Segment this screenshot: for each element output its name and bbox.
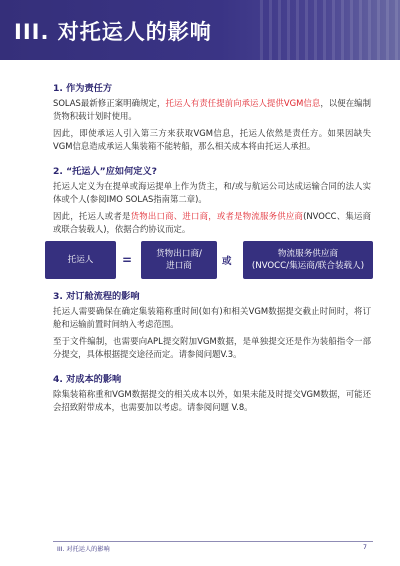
or-label: 或 — [222, 256, 232, 267]
paragraph: 因此，即使承运人引入第三方来获取VGM信息，托运人依然是责任方。如果因缺失VGM信息造成承运人集装箱不能转船，那么相关成本将由托运人承担。 — [53, 128, 371, 151]
logistics-provider-box — [243, 241, 373, 279]
box-label: 托运人 — [67, 255, 94, 265]
highlighted-text: 托运人有责任提前向承运人提供VGM信息 — [165, 98, 321, 108]
page-title: III. 对托运人的影响 — [14, 20, 212, 44]
equals-sign: = — [122, 253, 133, 267]
text-span: SOLAS最新修正案明确规定， — [53, 98, 166, 108]
text-span: ，以便在编制货物积载计划时使用。 — [53, 98, 372, 121]
header-banner — [0, 0, 400, 60]
exporter-importer-box — [141, 241, 217, 279]
main-content — [53, 83, 371, 418]
paragraph: 托运人定义为在提单或海运提单上作为货主，和/或与航运公司达成运输合同的法人实体或个人(参阅IMO SOLAS指南第二章)。 — [53, 181, 371, 204]
footer-section-label: III. 对托运人的影响 — [57, 546, 110, 553]
section-3 — [53, 291, 371, 360]
highlighted-text: 货物出口商、进口商，或者是物流服务供应商 — [130, 211, 304, 221]
section-heading: 3. 对订舱流程的影响 — [53, 291, 140, 302]
section-heading: 2. “托运人”应如何定义? — [53, 166, 157, 177]
text-span: (NVOCC、集运商或联合装载人)，依据合约协议而定。 — [53, 211, 372, 234]
section-2 — [53, 166, 371, 279]
paragraph: 至于文件编制，也需要向APL提交附加VGM数据，是单独提交还是作为装船指令一部分提交，具体根据提交途径而定。请参阅问题V.3。 — [53, 336, 371, 359]
paragraph: 除集装箱称重和VGM数据提交的相关成本以外，如果未能及时提交VGM数据，可能还会招致附带成本，也需要加以考虑。请参阅问题 V.8。 — [53, 389, 371, 412]
paragraph — [53, 210, 371, 235]
shipper-definition-diagram — [53, 241, 371, 279]
text-span: 因此，托运人或者是 — [53, 211, 131, 221]
section-1 — [53, 83, 371, 152]
box-label: 进口商 — [166, 261, 192, 271]
banner-background-photo — [260, 0, 400, 60]
box-label: (NVOCC/集运商/联合装载人) — [251, 261, 365, 271]
footer-divider — [53, 541, 373, 542]
section-4 — [53, 374, 371, 413]
paragraph — [53, 97, 371, 122]
page-number: 7 — [363, 544, 367, 551]
section-heading: 1. 作为责任方 — [53, 83, 113, 94]
box-label: 货物出口商/ — [156, 249, 202, 259]
section-heading: 4. 对成本的影响 — [53, 374, 122, 385]
box-label: 物流服务供应商 — [277, 249, 339, 259]
paragraph: 托运人需要确保在确定集装箱称重时间(如有)和相关VGM数据提交截止时间时，将订舱和运输前置时间纳入考虑范围。 — [53, 306, 371, 329]
shipper-box — [45, 241, 116, 279]
